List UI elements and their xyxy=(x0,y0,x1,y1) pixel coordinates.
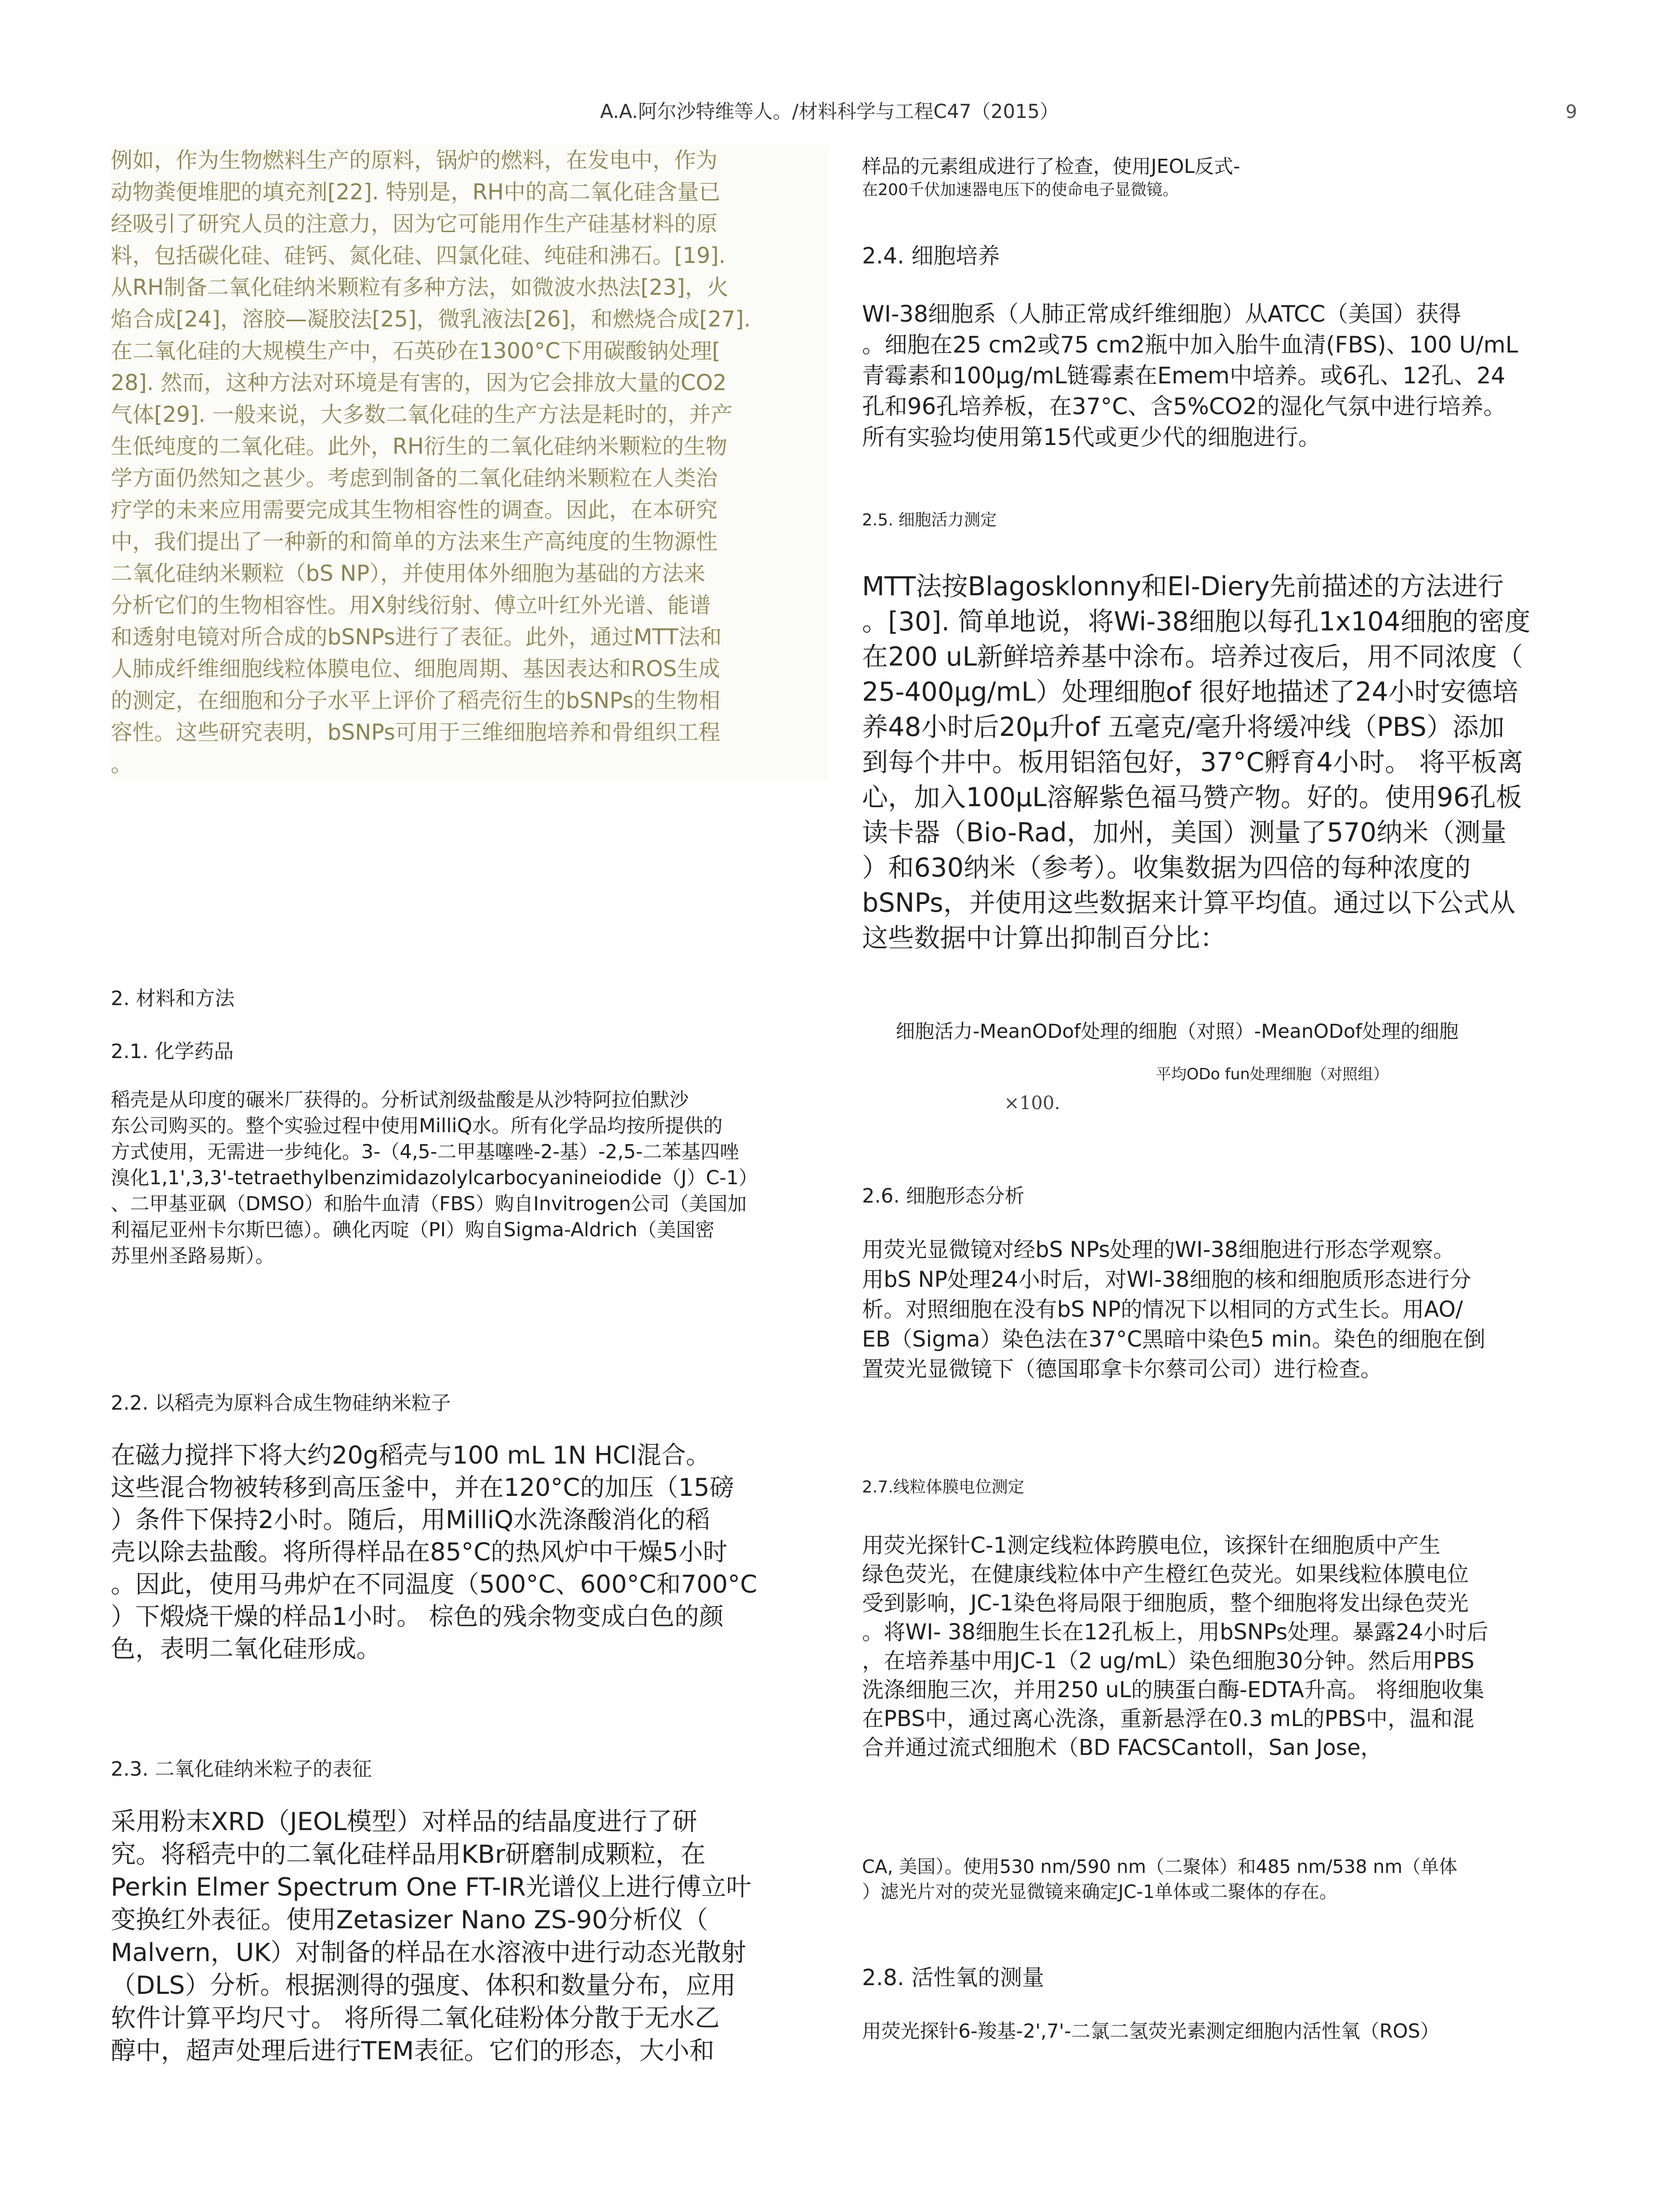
section-2-4-text: WI-38细胞系（人肺正常成纤维细胞）从ATCC（美国）获得 。细胞在25 cm2或75 cm2瓶中加入胎牛血清(FBS)、100 U/mL 青霉素和100μg/mL链霉素在Emem中培养。或6孔、12孔、24 孔和96孔培养板，在37°C、含5%CO2的湿化气氛中进行培养。 所有实验均使用第15代或更少代的细胞进行。 xyxy=(862,301,1518,451)
section-2-7 xyxy=(862,1474,1570,1762)
section-2-3-text: 采用粉末XRD（JEOL模型）对样品的结晶度进行了研 究。将稻壳中的二氧化硅样品用KBr研磨制成颗粒，在 Perkin Elmer Spectrum One FT-IR光谱仪上进行傅立叶 变换红外表征。使用Zetasizer Nano ZS-90分析仪（ Malvern，UK）对制备的样品在水溶液中进行动态光散射 （DLS）分析。根据测得的强度、体积和数量分布，应用 软件计算平均尺寸。 将所得二氧化硅粉体分散于无水乙 醇中，超声处理后进行TEM表征。它们的形态，大小和 xyxy=(111,1807,751,2066)
section-2-1 xyxy=(111,1035,819,1269)
section-2-8-text: 用荧光探针6-羧基-2',7'-二氯二氢荧光素测定细胞内活性氧（ROS） xyxy=(862,2020,1440,2042)
continuation-line-1: 样品的元素组成进行了检查，使用JEOL反式- xyxy=(862,156,1241,178)
section-2-7-text: 用荧光探针C-1测定线粒体跨膜电位，该探针在细胞质中产生 绿色荧光，在健康线粒体中产生橙红色荧光。如果线粒体膜电位 受到影响，JC-1染色将局限于细胞质，整个细胞将发出绿色荧光 。将WI- 38细胞生长在12孔板上，用bSNPs处理。暴露24小时后 ，在培养基中用JC-1（2 ug/mL）染色细胞30分钟。然后用PBS 洗涤细胞三次，并用250 uL的胰蛋白酶-EDTA升高。 将细胞收集 在PBS中，通过离心洗涤，重新悬浮在0.3 mL的PBS中，温和混 合并通过流式细胞术（BD FACSCantoll，San Jose， xyxy=(862,1532,1489,1760)
section-2-5-heading: 2.5. 细胞活力测定 xyxy=(862,510,997,530)
formula-denominator-wrap xyxy=(1156,1062,1541,1084)
section-2-7-continued xyxy=(862,1854,1570,1904)
section-2-4-heading: 2.4. 细胞培养 xyxy=(862,243,1000,269)
section-2-6-heading: 2.6. 细胞形态分析 xyxy=(862,1184,1025,1207)
section-2-2 xyxy=(111,1387,819,1665)
section-2-4 xyxy=(862,238,1570,453)
section-2-5-text: MTT法按Blagosklonny和El-Diery先前描述的方法进行 。[30]. 简单地说，将Wi-38细胞以每孔1x104细胞的密度 在200 uL新鲜培养基中涂布。培养过夜后，用不同浓度（ 25-400μg/mL）处理细胞of 很好地描述了24小时安德培 养48小时后20μ升of 五毫克/毫升将缓冲线（PBS）添加 到每个井中。板用铝箔包好，37°C孵育4小时。 将平板离 心，加入100μL溶解紫色福马赞产物。好的。使用96孔板 读卡器（Bio-Rad，加州，美国）测量了570纳米（测量 ）和630纳米（参考）。收集数据为四倍的每种浓度的 bSNPs，并使用这些数据来计算平均值。通过以下公式从 这些数据中计算出抑制百分比： xyxy=(862,571,1530,953)
running-header: A.A.阿尔沙特维等人。/材料科学与工程C47（2015） xyxy=(600,101,1059,123)
section-2-7-heading: 2.7.线粒体膜电位测定 xyxy=(862,1478,1024,1497)
section-2-1-heading: 2.1. 化学药品 xyxy=(111,1040,234,1063)
section-2-8-heading: 2.8. 活性氧的测量 xyxy=(862,1964,1045,1990)
continuation-line-2: 在200千伏加速器电压下的使命电子显微镜。 xyxy=(862,180,1178,199)
section-2-2-text: 在磁力搅拌下将大约20g稻壳与100 mL 1N HCl混合。 这些混合物被转移到高压釜中，并在120°C的加压（15磅 ）条件下保持2小时。随后，用MilliQ水洗涤酸消化的稻 壳以除去盐酸。将所得样品在85°C的热风炉中干燥5小时 。因此，使用马弗炉在不同温度（500°C、600°C和700°C ）下煅烧干燥的样品1小时。 棕色的残余物变成白色的颜 色，表明二氧化硅形成。 xyxy=(111,1441,758,1663)
viability-formula xyxy=(896,1016,1570,1044)
intro-paragraph: 例如，作为生物燃料生产的原料，锅炉的燃料，在发电中，作为 动物粪便堆肥的填充剂[22]. 特别是，RH中的高二氧化硅含量已 经吸引了研究人员的注意力，因为它可能用作生产硅基材料的原 料，包括碳化硅、硅钙、氮化硅、四氯化硅、纯硅和沸石。[19]. 从RH制备二氧化硅纳米颗粒有多种方法，如微波水热法[23]，火 焰合成[24]，溶胶—凝胶法[25]，微乳液法[26]，和燃烧合成[27]. 在二氧化硅的大规模生产中，石英砂在1300°C下用碳酸钠处理[ 28]. 然而，这种方法对环境是有害的，因为它会排放大量的CO2 气体[29]. 一般来说，大多数二氧化硅的生产方法是耗时的，并产 生低纯度的二氧化硅。此外，RH衍生的二氧化硅纳米颗粒的生物 学方面仍然知之甚少。考虑到制备的二氧化硅纳米颗粒在人类治 疗学的未来应用需要完成其生物相容性的调查。因此，在本研究 中，我们提出了一种新的和简单的方法来生产高纯度的生物源性 二氧化硅纳米颗粒（bS NP），并使用体外细胞为基础的方法来 分析它们的生物相容性。用X射线衍射、傅立叶红外光谱、能谱 和透射电镜对所合成的bSNPs进行了表征。此外，通过MTT法和 人肺成纤维细胞线粒体膜电位、细胞周期、基因表达和ROS生成 的测定，在细胞和分子水平上评价了稻壳衍生的bSNPs的生物相 容性。这些研究表明，bSNPs可用于三维细胞培养和骨组织工程 。 xyxy=(111,144,828,780)
section-2-heading: 2. 材料和方法 xyxy=(111,987,235,1010)
formula-numerator: 细胞活力-MeanODof处理的细胞（对照）-MeanODof处理的细胞 xyxy=(896,1021,1459,1043)
left-column xyxy=(111,144,828,780)
section-2-5 xyxy=(862,507,1570,955)
formula-denominator: 平均ODo fun处理细胞（对照组） xyxy=(1156,1065,1389,1083)
continuation xyxy=(862,154,1570,200)
formula-multiplier-wrap xyxy=(1004,1092,1060,1113)
section-2-7-cont-text: CA, 美国）。使用530 nm/590 nm（二聚体）和485 nm/538 nm（单体 ）滤光片对的荧光显微镜来确定JC-1单体或二聚体的存在。 xyxy=(862,1856,1458,1902)
formula-multiplier: ×100. xyxy=(1004,1092,1060,1113)
section-2-3-heading: 2.3. 二氧化硅纳米粒子的表征 xyxy=(111,1757,372,1780)
section-2-6-text: 用荧光显微镜对经bS NPs处理的WI-38细胞进行形态学观察。 用bS NP处理24小时后，对Wl-38细胞的核和细胞质形态进行分 析。对照细胞在没有bS NP的情况下以相同的方式生长。用AO/ EB（Sigma）染色法在37°C黑暗中染色5 min。染色的细胞在倒 置荧光显微镜下（德国耶拿卡尔蔡司公司）进行检查。 xyxy=(862,1237,1486,1382)
section-2-6 xyxy=(862,1180,1570,1384)
section-2-3 xyxy=(111,1753,819,2068)
section-2-8 xyxy=(862,1960,1570,2044)
page-number: 9 xyxy=(1565,101,1577,122)
section-2-2-heading: 2.2. 以稻壳为原料合成生物硅纳米粒子 xyxy=(111,1391,451,1414)
section-2-1-text: 稻壳是从印度的碾米厂获得的。分析试剂级盐酸是从沙特阿拉伯默沙 东公司购买的。整个实验过程中使用MilliQ水。所有化学品均按所提供的 方式使用，无需进一步纯化。3-（4,5-二甲基噻唑-2-基）-2,5-二苯基四唑 溴化1,1',3,3'-tetraethylbenzimidazolylcarbocyanineiodide（J）C-1） 、二甲基亚砜（DMSO）和胎牛血清（FBS）购自Invitrogen公司（美国加 利福尼亚州卡尔斯巴德）。碘化丙啶（PI）购自Sigma-Aldrich（美国密 苏里州圣路易斯）。 xyxy=(111,1089,758,1267)
section-2 xyxy=(111,982,819,1011)
